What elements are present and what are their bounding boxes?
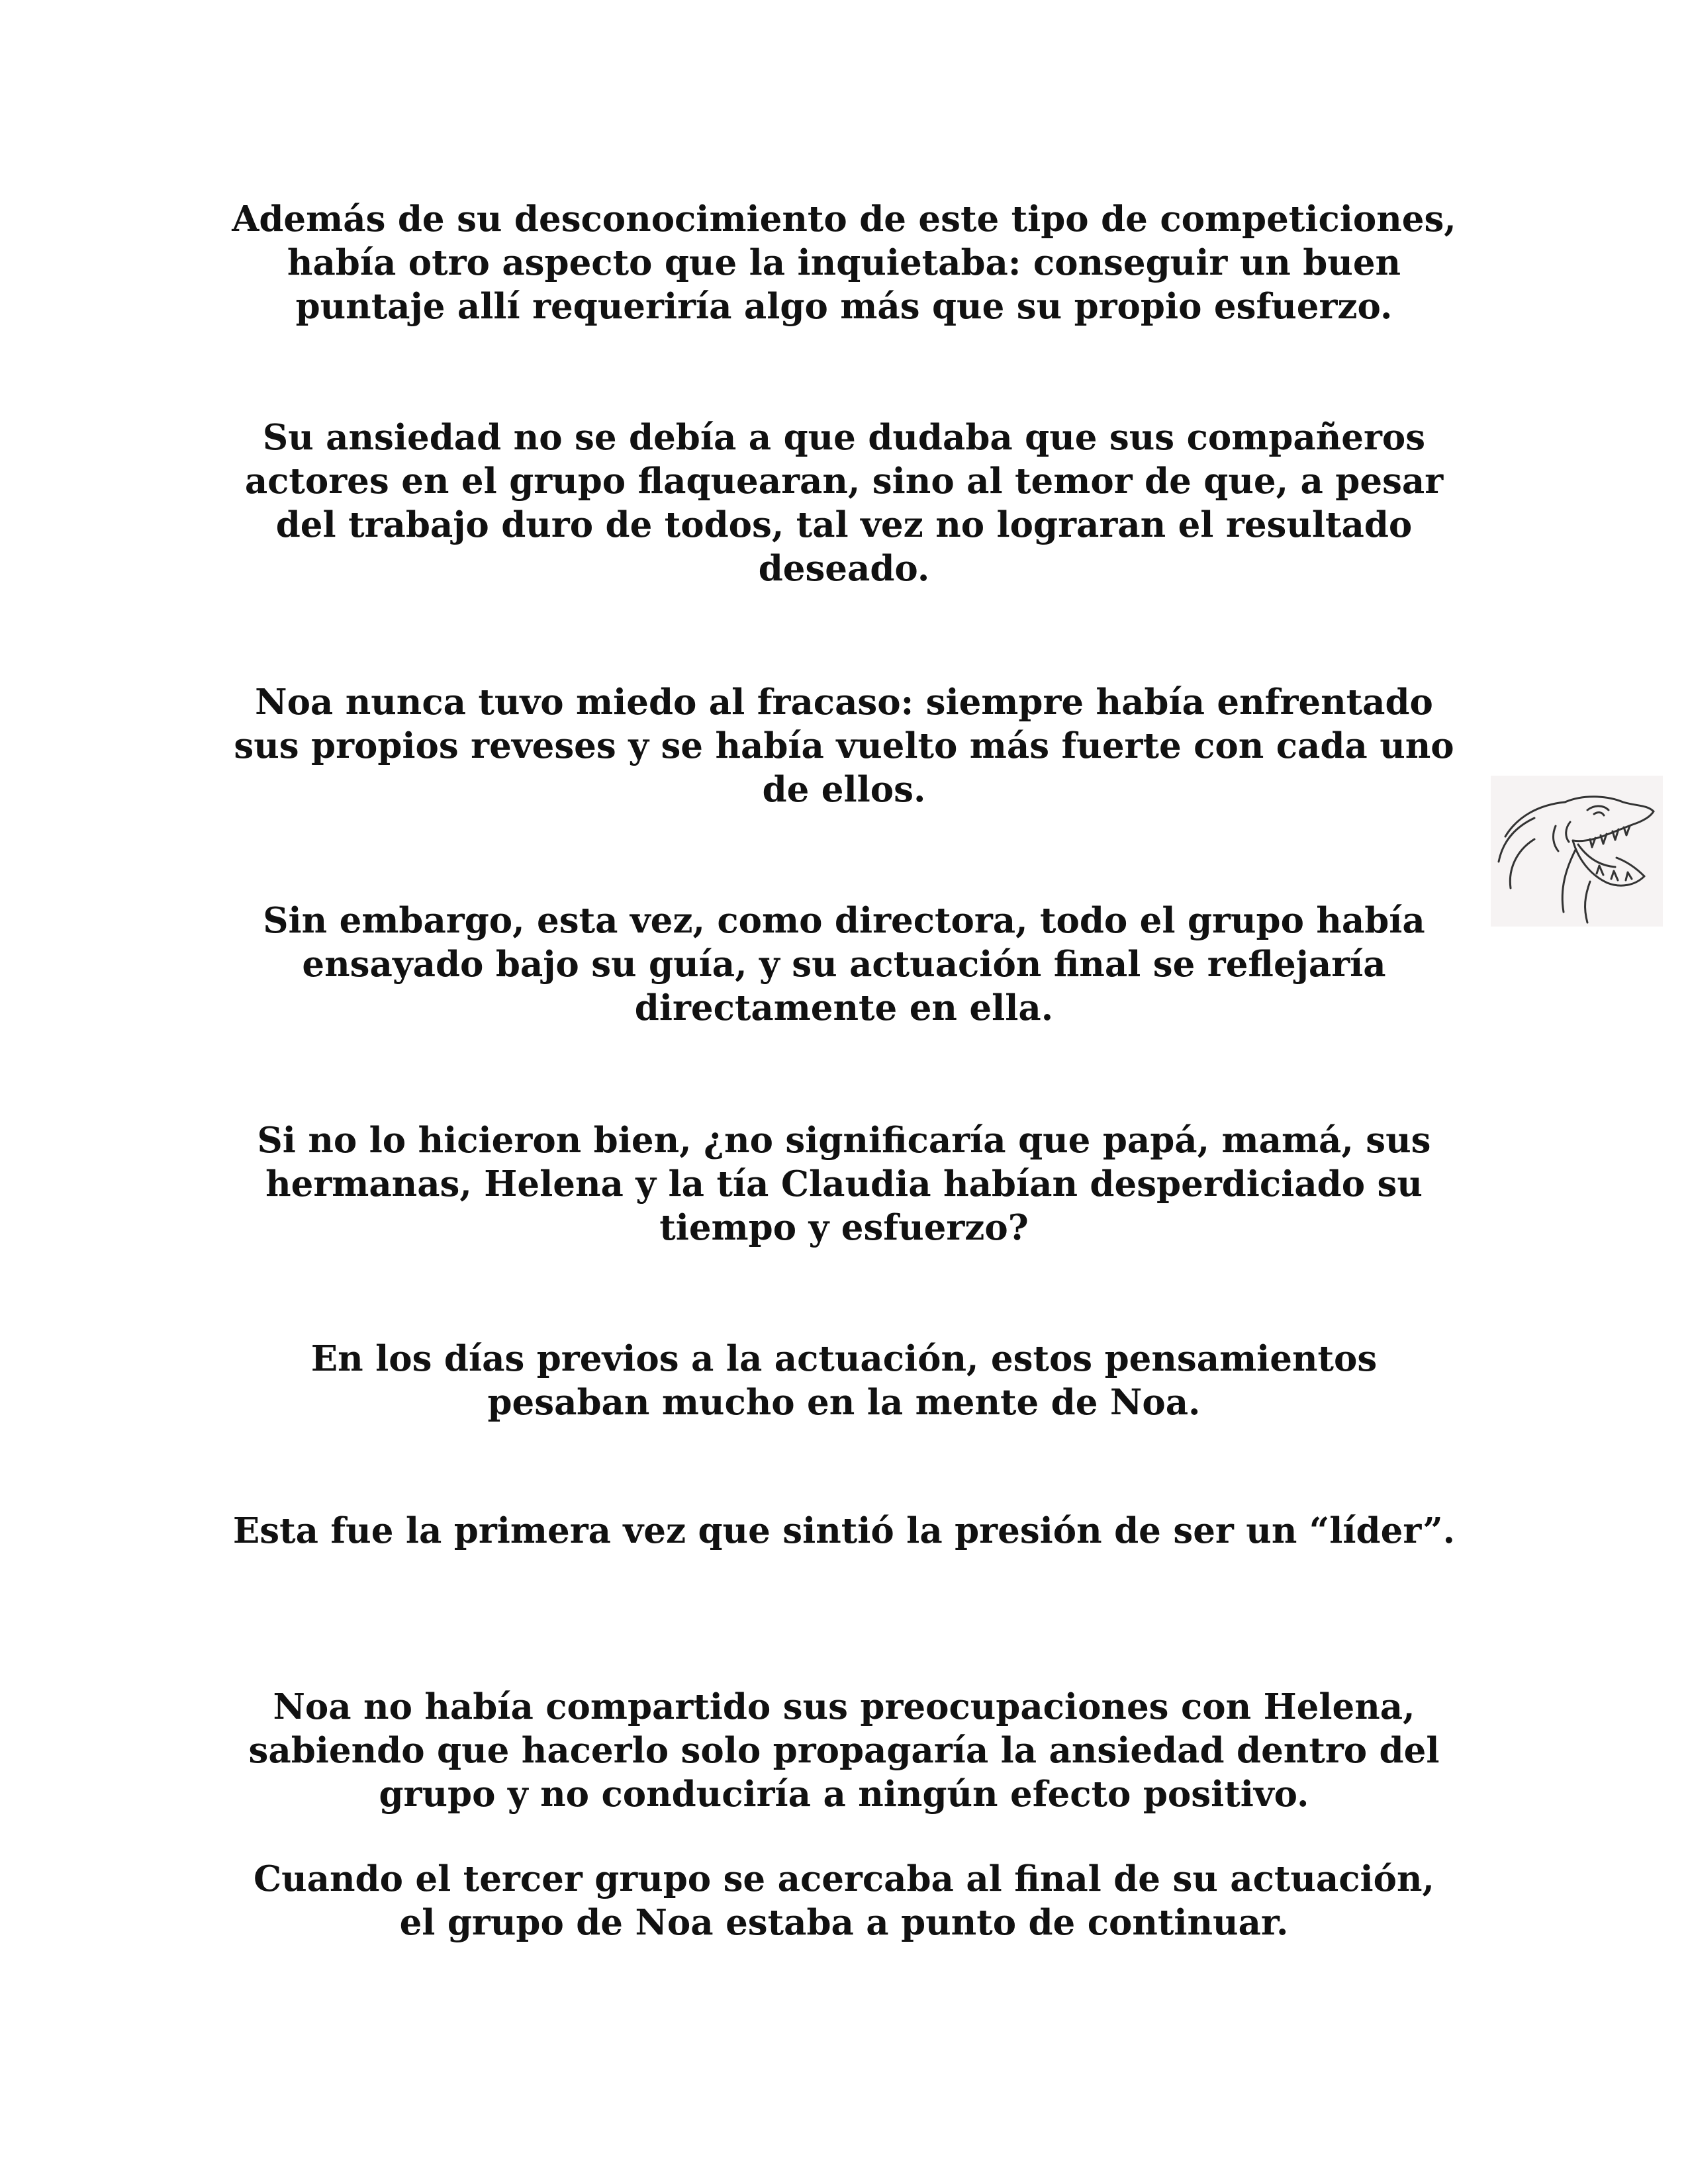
paragraph-5: Si no lo hicieron bien, ¿no significaría que papá, mamá, sus hermanas, Helena y la tía Claudia habían desperdiciado su tiempo y esfuerzo? xyxy=(257,1120,1431,1248)
paragraph-3: Noa nunca tuvo miedo al fracaso: siempre había enfrentado sus propios reveses y se había vuelto más fuerte con cada uno de ellos. xyxy=(234,682,1454,810)
paragraph-8: Noa no había compartido sus preocupaciones con Helena, sabiendo que hacerlo solo propagaría la ansiedad dentro del grupo y no conduciría a ningún efecto positivo. xyxy=(248,1686,1440,1815)
paragraph-2: Su ansiedad no se debía a que dudaba que sus compañeros actores en el grupo flaquearan, sino al temor de que, a pesar del trabajo duro de todos, tal vez no lograran el resultado deseado. xyxy=(244,417,1444,589)
paragraph-6: En los días previos a la actuación, estos pensamientos pesaban mucho en la mente de Noa. xyxy=(310,1338,1378,1423)
paragraph-1: Además de su desconocimiento de este tipo de competiciones, había otro aspecto que la inquietaba: conseguir un buen puntaje allí requeriría algo más que su propio esfuerzo. xyxy=(232,199,1456,327)
paragraph-4: Sin embargo, esta vez, como directora, todo el grupo había ensayado bajo su guía, y su actuación final se reflejaría directamente en ella. xyxy=(263,900,1425,1028)
paragraph-7: Esta fue la primera vez que sintió la presión de ser un “líder”. xyxy=(232,1510,1456,1551)
dinosaur-head-sketch-icon xyxy=(1491,776,1663,927)
paragraph-9: Cuando el tercer grupo se acercaba al final de su actuación, el grupo de Noa estaba a punto de continuar. xyxy=(253,1858,1435,1943)
